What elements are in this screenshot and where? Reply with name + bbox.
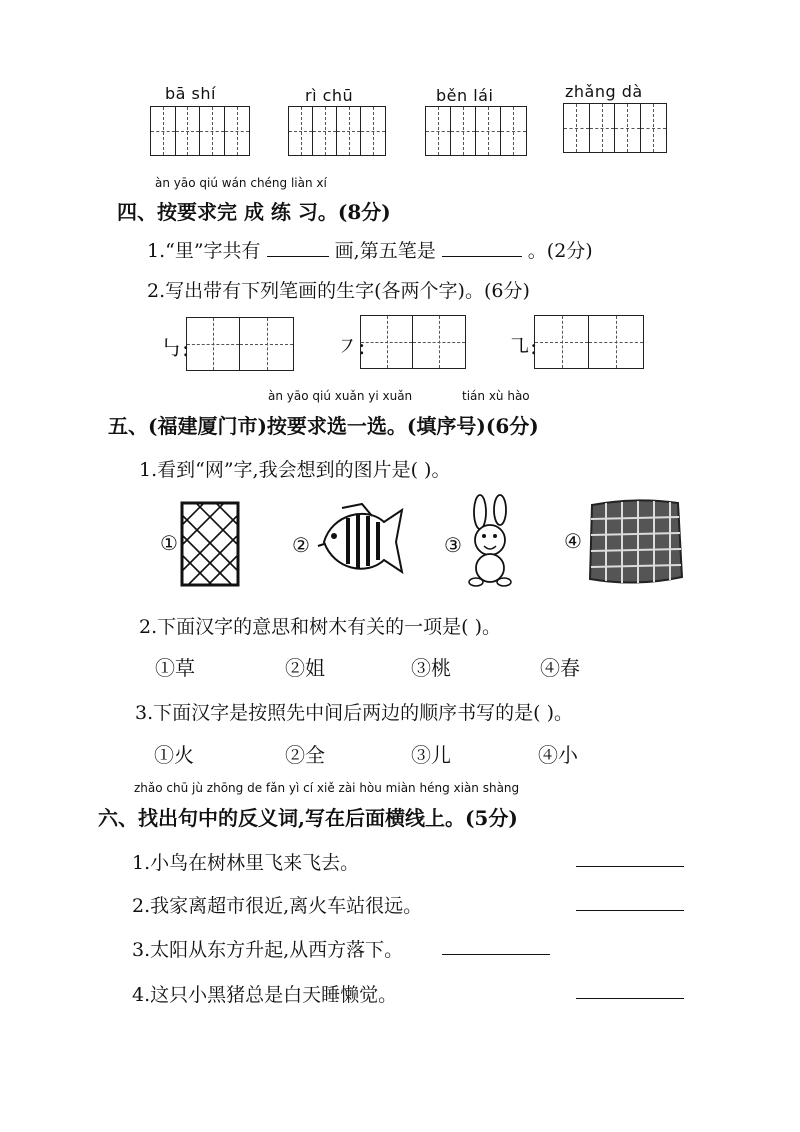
pinyin-label-1: bā shí — [165, 84, 216, 103]
rabbit-icon[interactable] — [464, 494, 516, 588]
net-icon[interactable] — [179, 500, 241, 588]
section6-item-4: 4.这只小黑猪总是白天睡懒觉。 — [132, 984, 398, 1006]
writing-grid-3[interactable] — [425, 106, 527, 156]
picture-marker-2: ② — [292, 533, 310, 557]
q2-option-2[interactable]: ②姐 — [285, 656, 325, 680]
fish-icon[interactable] — [312, 502, 404, 578]
q3-option-2[interactable]: ②全 — [285, 743, 325, 767]
stroke-grid-3[interactable] — [534, 315, 644, 369]
q2-option-4[interactable]: ④春 — [540, 656, 580, 680]
section4-q1 — [147, 236, 593, 263]
writing-grid-2[interactable] — [288, 106, 386, 156]
picture-marker-3: ③ — [444, 533, 462, 557]
stroke-label-2: ㇇: — [336, 335, 366, 360]
mesh-grid-icon[interactable] — [586, 495, 684, 587]
section6-item-2: 2.我家离超市很近,离火车站很远。 — [132, 895, 423, 917]
q1-suffix: 。(2分) — [527, 240, 593, 262]
q3-option-3[interactable]: ③儿 — [411, 743, 451, 767]
q1-blank-1[interactable] — [267, 256, 329, 257]
pinyin-label-3: běn lái — [436, 86, 494, 105]
section4-title: 四、按要求完 成 练 习。(8分) — [117, 200, 391, 224]
q2-option-1[interactable]: ①草 — [155, 656, 195, 680]
pinyin-label-4: zhǎng dà — [565, 82, 643, 101]
q1-prefix: 1.“里”字共有 — [147, 240, 261, 262]
answer-line-4[interactable] — [576, 998, 684, 999]
section5-pinyin-left: àn yāo qiú xuǎn yi xuǎn — [268, 389, 413, 403]
stroke-label-1: ㇉: — [160, 337, 190, 362]
section6-item-1: 1.小鸟在树林里飞来飞去。 — [132, 852, 360, 874]
answer-line-1[interactable] — [576, 866, 684, 867]
section5-title: 五、(福建厦门市)按要求选一选。(填序号)(6分) — [108, 414, 539, 438]
q3-option-4[interactable]: ④小 — [538, 743, 578, 767]
section5-pinyin-right: tián xù hào — [462, 389, 530, 403]
answer-line-3[interactable] — [442, 954, 550, 955]
q1-blank-2[interactable] — [442, 256, 522, 257]
q1-middle: 画,第五笔是 — [334, 240, 436, 262]
writing-grid-1[interactable] — [150, 106, 250, 156]
section6-pinyin: zhǎo chū jù zhōng de fǎn yì cí xiě zài hòu miàn héng xiàn shàng — [134, 781, 520, 795]
picture-marker-4: ④ — [564, 529, 582, 553]
writing-grid-4[interactable] — [563, 103, 667, 153]
pinyin-label-2: rì chū — [305, 86, 354, 105]
q2-option-3[interactable]: ③桃 — [411, 656, 451, 680]
section5-q1: 1.看到“网”字,我会想到的图片是( )。 — [139, 459, 451, 481]
picture-marker-1: ① — [160, 531, 178, 555]
section6-item-3: 3.太阳从东方升起,从西方落下。 — [132, 939, 404, 961]
answer-line-2[interactable] — [576, 910, 684, 911]
section5-q3: 3.下面汉字是按照先中间后两边的顺序书写的是( )。 — [135, 702, 573, 724]
stroke-grid-1[interactable] — [186, 317, 294, 371]
section6-title: 六、找出句中的反义词,写在后面横线上。(5分) — [98, 806, 518, 830]
section5-q2: 2.下面汉字的意思和树木有关的一项是( )。 — [139, 616, 501, 638]
section4-pinyin: àn yāo qiú wán chéng liàn xí — [155, 176, 327, 190]
stroke-label-3: ㇈: — [508, 335, 538, 360]
section4-q2: 2.写出带有下列笔画的生字(各两个字)。(6分) — [147, 280, 530, 302]
stroke-grid-2[interactable] — [360, 315, 466, 369]
q3-option-1[interactable]: ①火 — [154, 743, 194, 767]
